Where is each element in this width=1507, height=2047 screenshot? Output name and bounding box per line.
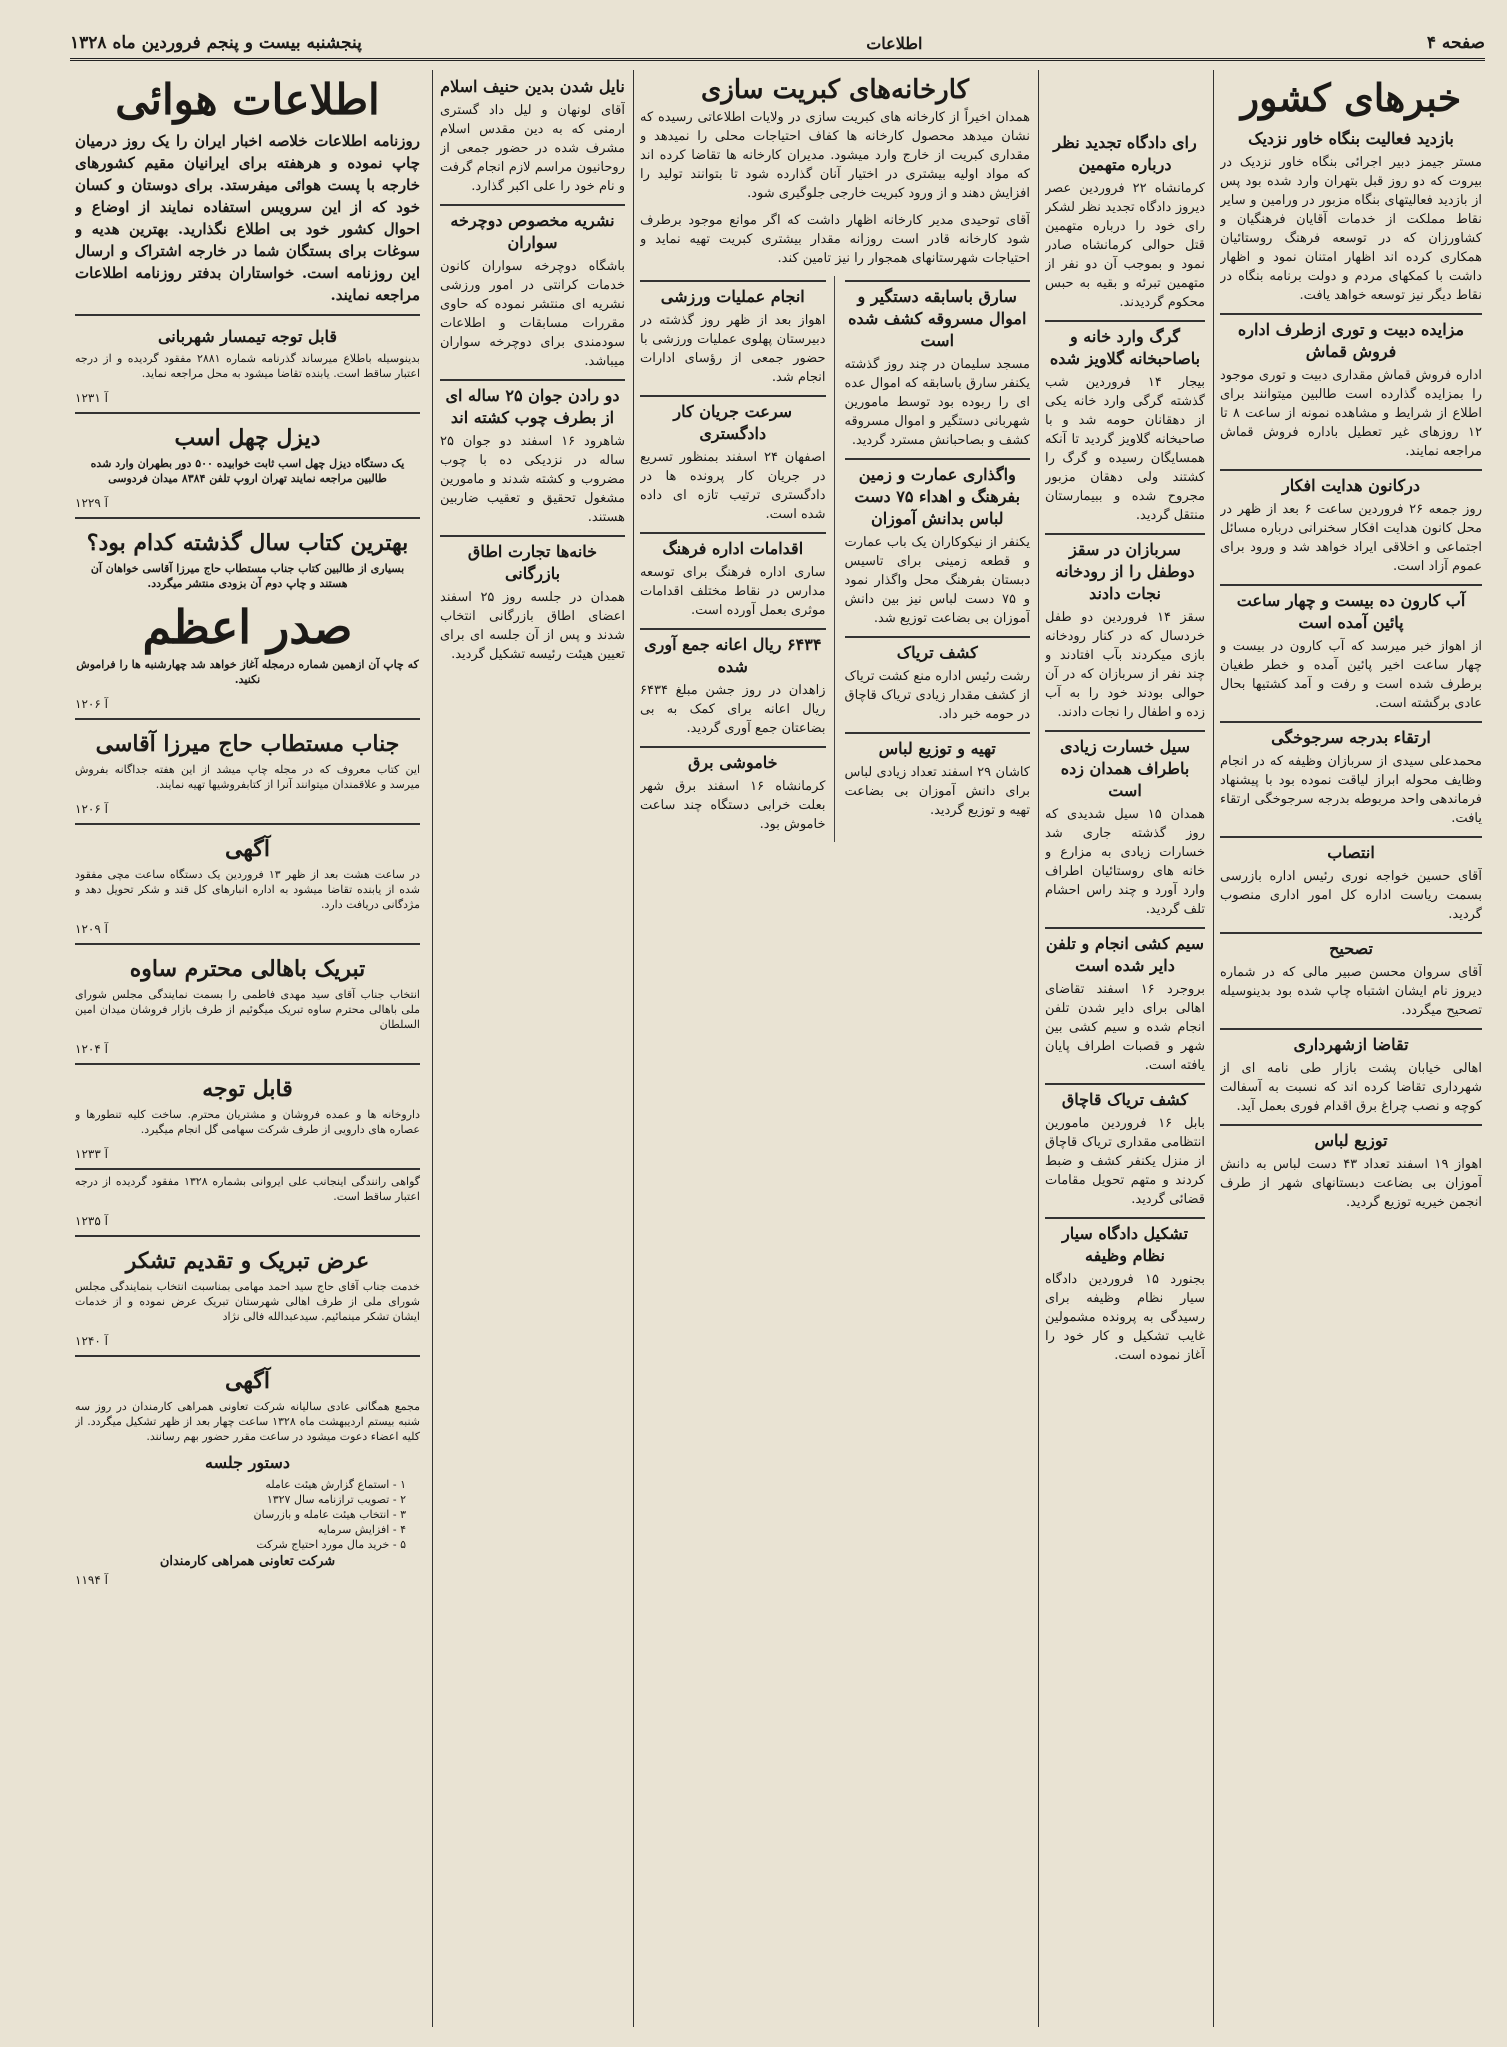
agenda-item: ۲ - تصویب ترازنامه سال ۱۳۲۷ (266, 1493, 406, 1506)
notice (75, 1168, 420, 1231)
column-3 (640, 70, 1030, 2027)
ad-code: آ ۱۲۴۰ (75, 1334, 108, 1348)
advertisement (75, 517, 420, 591)
ad-body: یک دستگاه دیزل چهل اسب ثابت خوابیده ۵۰۰ دور بطهران وارد شده طالبین مراجعه نمایند تهران اروپ تلفن ۸۳۸۴ میدان فردوسی (90, 457, 405, 485)
notice-body: بدینوسیله باطلاع میرساند گذرنامه شماره ۲۸۸۱ مفقود گردیده و از درجه اعتبار ساقط است. یابنده تقاضا میشود به محل مراجعه نماید. (75, 352, 420, 380)
page-header (70, 28, 1485, 61)
notice-title: قابل توجه تیمسار شهربانی (157, 327, 338, 346)
column-4 (440, 70, 625, 2027)
article-body: رشت رئیس اداره منع کشت تریاک از کشف مقدار زیادی تریاک قاچاق در حومه خبر داد. (844, 669, 1030, 722)
agenda-item: ۳ - انتخاب هیئت عامله و بازرسان (253, 1508, 406, 1521)
ad-code: ۱۲۰۶ آ (75, 697, 108, 711)
article-body: کرمانشاه ۲۲ فروردین عصر دیروز دادگاه تجدید نظر لشکر رای خود را درباره متهمین قتل حوالی کرمانشاه صادر نمود و بموجب آن دو نفر از متهمین تبرئه و بقیه به حبس محکوم گردیدند. (1045, 181, 1205, 310)
article-body: باشگاه دوچرخه سواران کانون خدمات کرانتی در امور ورزشی نشریه ای منتشر نموده که حاوی مقررات مسابقات و اطلاعات سودمندی برای دوچرخه سواران میباشد. (440, 259, 625, 369)
agenda-list (75, 1477, 420, 1552)
agenda-item: ۱ - استماع گزارش هیئت عامله (265, 1478, 406, 1491)
ad-title: آگهی (224, 1368, 271, 1394)
ad-title: بهترین کتاب سال گذشته کدام بود؟ (86, 530, 409, 556)
ad-body: مجمع همگانی عادی سالیانه شرکت تعاونی همراهی کارمندان در روز سه شنبه بیستم اردیبهشت ماه ۱۳۲۸ ساعت چهار بعد از ظهر تشکیل میگردد. از کلیه اعضاء دعوت میشود در ساعت مقرر حضور بهم رسانند. (75, 1400, 420, 1443)
article-title: آب کارون ده بیست و چهار ساعت پائین آمده است (1220, 584, 1482, 634)
article-title: سرعت جریان کار دادگستری (640, 395, 826, 445)
article-body: ساری اداره فرهنگ برای توسعه مدارس در نقاط مختلف اقدامات موثری بعمل آورده است. (640, 565, 826, 618)
section-title: اطلاعات هوائی (115, 75, 380, 124)
agenda-item: ۵ - خرید مال مورد احتیاج شرکت (256, 1538, 406, 1551)
article-title: ۶۴۳۴ ریال اعانه جمع آوری شده (640, 628, 826, 678)
article-title: بازدید فعالیت بنگاه خاور نزدیک (1248, 129, 1454, 148)
article-body: اصفهان ۲۴ اسفند بمنظور تسریع در جریان کار پرونده ها در دادگستری ترتیب تازه ای داده شده است. (640, 450, 826, 522)
article-body: همدان ۱۵ سیل شدیدی که روز گذشته جاری شد خسارات زیادی به مزارع و خانه های روستائیان اطراف وارد آورد و چند راس احشام تلف گردید. (1045, 807, 1205, 917)
advertisement (75, 412, 420, 513)
ad-title: عرض تبریک و تقدیم تشکر (125, 1248, 370, 1274)
article-body: یکنفر از نیکوکاران یک باب عمارت و قطعه زمینی برای تاسیس دبستان بفرهنگ محل واگذار نمود و ۷۵ دست لباس نیز بین دانش آموزان بی بضاعت توزیع شد. (844, 535, 1030, 626)
agenda-item: ۴ - افزایش سرمایه (317, 1523, 406, 1536)
ad-body: داروخانه ها و عمده فروشان و مشتریان محترم. ساخت کلیه تنطورها و عصاره های دارویی از طرف شرکت سهامی گل انجام میگیرد. (75, 1108, 420, 1136)
article-body: آقای حسین خواجه نوری رئیس اداره بازرسی بسمت ریاست اداره کل امور اداری منصوب گردید. (1220, 869, 1482, 922)
article-body: از اهواز خبر میرسد که آب کارون در بیست و چهار ساعت اخیر پائین آمده و خطر طغیان برطرف شده است و رفت و آمد کشتیها بحال عادی برگشته است. (1220, 639, 1482, 711)
ad-title: آگهی (224, 836, 271, 862)
sub-columns (640, 276, 1030, 842)
article-title: ارتقاء بدرجه سرجوخگی (1220, 721, 1482, 749)
signature: شرکت تعاونی همراهی کارمندان (159, 1554, 336, 1569)
column-divider (1213, 70, 1214, 2027)
article-body: بروجرد ۱۶ اسفند تقاضای اهالی برای دایر شدن تلفن انجام شده و سیم کشی بین شهر و قصبات اطراف پایان یافته است. (1045, 982, 1205, 1073)
ad-code: آ ۱۲۳۱ (75, 391, 108, 405)
section-title: خبرهای کشور (1240, 75, 1462, 120)
ad-body: خدمت جناب آقای حاج سید احمد مهامی بمناسبت انتخاب بنمایندگی مجلس شورای ملی از طرف اهالی شهرستان تبریک عرض نموده و از خدمات ایشان تشکر مینمائیم. سیدعبدالله فالی نژاد (75, 1280, 420, 1323)
article-title: کشف تریاک (845, 636, 1031, 664)
ad-body: در ساعت هشت بعد از ظهر ۱۳ فروردین یک دستگاه ساعت مچی مفقود شده از یابنده تقاضا میشود به اداره انبارهای کل قند و شکر تحویل دهد و مژدگانی دریافت دارد. (75, 868, 420, 911)
advertisement (75, 823, 420, 939)
sub-column-left (640, 276, 835, 842)
article-title: رای دادگاه تجدید نظر درباره متهمین (1053, 133, 1197, 174)
article-title: انتصاب (1220, 836, 1482, 864)
article-title: خانه‌ها تجارت اطاق بازرگانی (440, 535, 625, 585)
article-body: اهالی خیابان پشت بازار طی نامه ای از شهرداری تقاضا کرده اند که نسبت به آسفالت کوچه و نصب چراغ برق اقدام فوری بعمل آید. (1220, 1061, 1482, 1114)
ad-title: قابل توجه (202, 1076, 293, 1102)
article-title: نایل شدن بدین حنیف اسلام (440, 77, 625, 96)
ad-code: آ ۱۲۳۳ (75, 1147, 108, 1161)
column-divider (633, 70, 634, 2027)
article-body: مستر جیمز دبیر اجرائی بنگاه خاور نزدیک در بیروت که دو روز قبل بتهران وارد شده بود پس از بازدید فعالیتهای بنگاه مزبور در ورامین و سایر نقاط مملکت از خدمات آقایان فرهنگیان و کشاورزان که در توسعه فرهنگ روستائیان همکاری کرده اند اظهار امتنان نمود و اظهار داشت با کمکهای مردم و دولت برنامه بنگاه در نقاط دیگر نیز توسعه خواهد یافت. (1220, 155, 1482, 303)
article-body: سقز ۱۴ فروردین دو طفل خردسال که در کنار رودخانه بازی میکردند بآب افتادند و چند نفر از سربازان که در آن حوالی بودند خود را به آب زده و اطفال را نجات دادند. (1045, 610, 1205, 720)
ad-title: جناب مستطاب حاج میرزا آقاسی (95, 731, 400, 757)
ad-body: این کتاب معروف که در مجله چاپ میشد از این هفته جداگانه بفروش میرسد و علاقمندان میتوانند آنرا از کتابفروشیها تهیه نمایند. (75, 763, 420, 791)
article-title: توزیع لباس (1220, 1124, 1482, 1152)
sub-column-right (845, 276, 1031, 842)
article-body: محمدعلی سیدی از سربازان وظیفه که در انجام وظایف محوله ابراز لیاقت نموده بود با پیشنهاد فرماندهی واحد مربوطه بدرجه سرجوخگی ارتقاء یافت. (1220, 754, 1482, 826)
article-title: درکانون هدایت افکار (1220, 469, 1482, 497)
article-body: زاهدان در روز جشن مبلغ ۶۴۳۴ ریال اعانه برای کمک به بی بضاعتان جمع آوری گردید. (640, 683, 826, 736)
issue-date: پنجشنبه بیست و پنجم فروردین ماه ۱۳۲۸ (70, 33, 362, 53)
column-divider (1038, 70, 1039, 2027)
article-title: تصحیح (1220, 932, 1482, 960)
article-body: کاشان ۲۹ اسفند تعداد زیادی لباس برای دانش آموزان بی بضاعت تهیه و توزیع گردید. (844, 765, 1030, 818)
article-title: واگذاری عمارت و زمین بفرهنگ و اهداء ۷۵ دست لباس بدانش آموزان (845, 458, 1031, 530)
advertisement (75, 1235, 420, 1351)
article-body: اهواز بعد از ظهر روز گذشته در دبیرستان پهلوی عملیات ورزشی با حضور جمعی از رؤسای ادارات انجام شد. (640, 313, 826, 385)
article-title: انجام عملیات ورزشی (640, 280, 826, 308)
agenda-title: دستور جلسه (205, 1453, 290, 1472)
ad-code: آ ۱۲۰۴ (75, 1042, 108, 1056)
advertisement (75, 718, 420, 819)
article-title: سارق باسابقه دستگیر و اموال مسروقه کشف شده است (845, 280, 1031, 352)
article-body: شاهرود ۱۶ اسفند دو جوان ۲۵ ساله در نزدیکی ده با چوب مضروب و کشته شدند و مامورین مشغول تحقیق و تعقیب ضاربین هستند. (440, 434, 625, 525)
article-title: سیم کشی انجام و تلفن دایر شده است (1045, 927, 1205, 977)
article-body: آقای سروان محسن صبیر مالی که در شماره دیروز نام ایشان اشتباه چاپ شده بود بدینوسیله تصحیح میگردد. (1220, 965, 1482, 1018)
article-title: اقدامات اداره فرهنگ (640, 532, 826, 560)
article-body: آقای توحیدی مدیر کارخانه اظهار داشت که اگر موانع موجود برطرف شود کارخانه قادر است روزانه مقدار بیشتری کبریت تهیه نماید و احتیاجات شهرستانهای همجوار را نیز تامین کند. (640, 213, 1030, 266)
section-title: کارخانه‌های کبریت سازی (700, 75, 970, 105)
ad-code: آ ۱۱۹۴ (75, 1573, 108, 1587)
article-title: کشف تریاک قاچاق (1045, 1083, 1205, 1111)
advertisement (75, 599, 420, 714)
column-divider (432, 70, 433, 2027)
article-title: خاموشی برق (640, 746, 826, 774)
column-5 (75, 70, 420, 2027)
ad-title: صدر اعظم (142, 600, 353, 654)
article-body: بابل ۱۶ فروردین مامورین انتظامی مقداری تریاک قاچاق از منزل یکنفر کشف و ضبط کردند و متهم تحویل مقامات قضائی گردید. (1045, 1116, 1205, 1207)
advertisement (75, 943, 420, 1059)
article-body: روز جمعه ۲۶ فروردین ساعت ۶ بعد از ظهر در محل کانون هدایت افکار سخنرانی درباره مسائل اجتماعی و اخلاقی ایراد خواهد شد و ورود برای عموم آزاد است. (1220, 502, 1482, 574)
paper-name: اطلاعات (866, 33, 923, 53)
column-1 (1220, 70, 1482, 2027)
notice-body: گواهی رانندگی اینجانب علی ایروانی بشماره ۱۳۲۸ مفقود گردیده از درجه اعتبار ساقط است. (75, 1175, 420, 1203)
advertisement (75, 1355, 420, 1590)
ad-body: که چاپ آن ازهمین شماره درمجله آغاز خواهد شد چهارشنبه ها را فراموش نکنید. (76, 658, 419, 686)
article-body: کرمانشاه ۱۶ اسفند برق شهر بعلت خرابی دستگاه چند ساعت خاموش بود. (640, 779, 826, 832)
article-title: تهیه و توزیع لباس (845, 732, 1031, 760)
article-title: تشکیل دادگاه سیار نظام وظیفه (1045, 1217, 1205, 1267)
article-title: تقاضا ازشهرداری (1220, 1028, 1482, 1056)
advertisement (75, 1063, 420, 1164)
article-body: روزنامه اطلاعات خلاصه اخبار ایران را یک روز درمیان چاپ نموده و هرهفته برای ایرانیان مقیم کشورهای خارجه با پست هوائی میفرستد. برای دوستان و کسان خود که از این سرویس استفاده نمایند از اوضاع و احوال کشور خود بی اطلاع نگذارید. بهترین هدیه و سوغات برای بستگان شما در خارجه اشتراک و ارسال این روزنامه است. خواستاران بدفتر روزنامه اطلاعات مراجعه نمایند. (75, 132, 420, 304)
notice (75, 314, 420, 408)
ad-title: دیزل چهل اسب (174, 425, 321, 451)
article-title: مزایده دبیت و توری ازطرف اداره فروش قماش (1220, 313, 1482, 363)
article-title: سربازان در سقز دوطفل را از رودخانه نجات دادند (1045, 533, 1205, 605)
ad-body: بسیاری از طالبین کتاب جناب مستطاب حاج میرزا آقاسی خواهان آن هستند و چاپ دوم آن بزودی منتشر میگردد. (90, 562, 405, 590)
article-body: همدان در جلسه روز ۲۵ اسفند اعضای اطاق بازرگانی انتخاب شدند و پس از آن جلسه ای برای تعیین هیئت رئیسه تشکیل گردید. (440, 590, 625, 662)
article-title: دو رادن جوان ۲۵ ساله ای از بطرف چوب کشته اند (440, 379, 625, 429)
article-body: بجنورد ۱۵ فروردین دادگاه سیار نظام وظیفه برای رسیدگی به پرونده مشمولین غایب تشکیل و کار خود را آغاز نموده است. (1045, 1272, 1205, 1363)
article-body: آقای لونهان و لیل داد گستری ارمنی که به دین مقدس اسلام مشرف شده در حضور جمعی از روحانیون مراسم لازم انجام گرفت و نام خود را علی اکبر گذارد. (440, 103, 625, 194)
ad-code: آ ۱۲۲۹ (75, 496, 108, 510)
article-body: اداره فروش قماش مقداری دبیت و توری موجود را بمزایده گذارده است طالبین میتوانند برای اطلاع از شرایط و مشاهده نمونه از ساعت ۸ تا ۱۲ روزهای غیر تعطیل باداره فروش قماش مراجعه نمایند. (1220, 368, 1482, 459)
article-body: اهواز ۱۹ اسفند تعداد ۴۳ دست لباس به دانش آموزان بی بضاعت دبستانهای شهر از طرف انجمن خیریه توزیع گردید. (1220, 1157, 1482, 1210)
ad-title: تبریک باهالی محترم ساوه (129, 956, 366, 982)
article-title: گرگ وارد خانه و باصاحبخانه گلاویز شده (1045, 320, 1205, 370)
ad-code: آ ۱۲۰۶ (75, 802, 108, 816)
article-body: همدان اخیراً از کارخانه های کبریت سازی در ولایات اطلاعاتی رسیده که نشان میدهد محصول کارخانه ها کفاف احتیاجات محلی را نمیدهد و مقداری کبریت از خارج وارد میشود. مدیران کارخانه ها تقاضا کرده اند که مواد اولیه بیشتری در اختیار آنان گذارده شود تا بتوانند تولید را افزایش دهند و از ورود کبریت خارجی جلوگیری شود. (640, 110, 1030, 201)
ad-code: آ ۱۲۰۹ (75, 922, 108, 936)
ad-code: آ ۱۲۳۵ (75, 1214, 108, 1228)
ad-body: انتخاب جناب آقای سید مهدی فاطمی را بسمت نمایندگی مجلس شورای ملی باهالی محترم ساوه تبریک میگوئیم از طرف بازار فروشان میدان امین السلطان (75, 988, 420, 1031)
article-title: نشریه مخصوص دوچرخه سواران (440, 204, 625, 254)
article-body: مسجد سلیمان در چند روز گذشته یکنفر سارق باسابقه که اموال عده ای را ربوده بود توسط مامورین شهربانی دستگیر و اموال مسروقه کشف و بصاحبانش مسترد گردید. (844, 357, 1030, 448)
article-title: سیل خسارت زیادی باطراف همدان زده است (1045, 730, 1205, 802)
article-body: بیجار ۱۴ فروردین شب گذشته گرگی وارد خانه یکی از دهقانان حومه شد و با صاحبخانه گلاویز گردید تا آنکه همسایگان رسیده و گرگ را کشتند ولی دهقان مزبور مجروح شده و ببیمارستان منتقل گردید. (1045, 375, 1205, 523)
column-2 (1045, 70, 1205, 2027)
page-number: صفحه ۴ (1426, 33, 1485, 53)
